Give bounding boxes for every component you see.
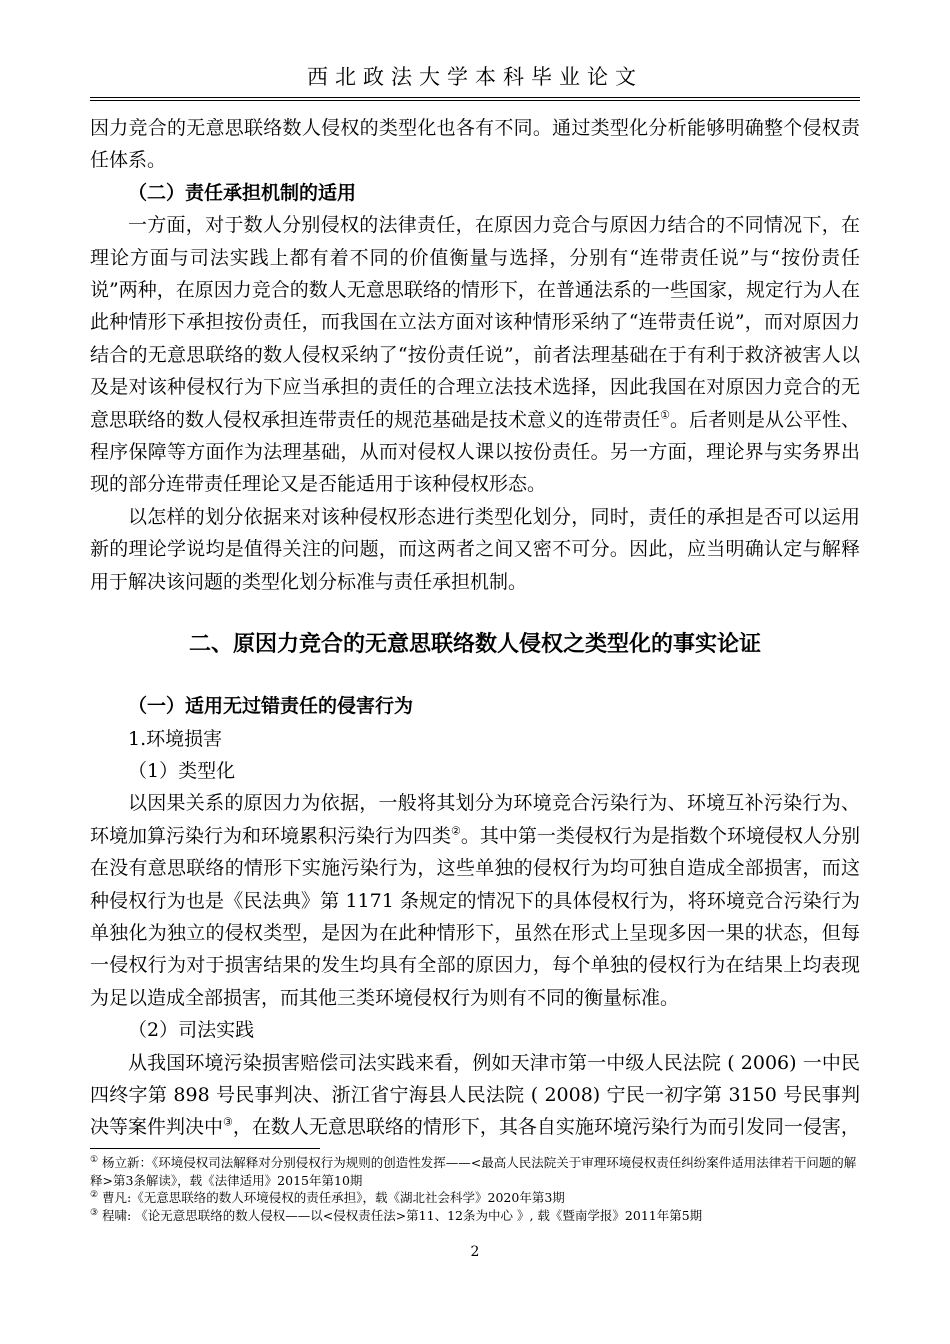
item-judicial-practice: （2）司法实践 — [128, 1019, 255, 1042]
footnote-ref-1[interactable]: ① — [660, 408, 670, 422]
paragraph-text: 一方面，对于数人分别侵权的法律责任，在原因力竞合与原因力结合的不同情况下，在理论方面与司法实践上都有着不同的价值衡量与选择，分别有“连带责任说”与“按份责任说”两种，在原因力竞合的数人无意思联络的情形下，在普通法系的一些国家，规定行为人在此种情形下承担按份责任，而我国在立法方面对该种情形采纳了“连带责任说”，而对原因力结合的无意思联络的数人侵权采纳了“按份责任说”，前者法理基础在于有利于救济被害人以及是对该种侵权行为下应当承担的责任的合理立法技术选择，因此我国在对原因力竞合的无意思联络的数人侵权承担连带责任的规范基础是技术意义的连带责任 — [90, 214, 860, 431]
footnote-text: 程啸: 《论无意思联络的数人侵权——以<侵权责任法>第11、12条为中心 》, 载《暨南学报》2011年第5期 — [98, 1207, 703, 1223]
paragraph-text: 从我国环境污染损害赔偿司法实践来看，例如天津市第一中级人民法院 ( 2006) 一中民四终字第 898 号民事判决、浙江省宁海县人民法院 ( 2008) 宁民一初字第 3150 号民事判决等案件判决中 — [90, 1051, 860, 1139]
footnote-mark: ② — [90, 1189, 99, 1200]
paragraph-continuation: 因力竞合的无意思联络数人侵权的类型化也各有不同。通过类型化分析能够明确整个侵权责任体系。 — [90, 117, 860, 172]
footnote-2 — [90, 1189, 860, 1207]
paragraph-classification: 以怎样的划分依据来对该种侵权形态进行类型化划分，同时，责任的承担是否可以运用新的理论学说均是值得关注的问题，而这两者之间又密不可分。因此，应当明确认定与解释用于解决该问题的类型化划分标准与责任承担机制。 — [90, 505, 860, 593]
item-typing: （1）类型化 — [128, 759, 236, 782]
footnote-3 — [90, 1207, 860, 1225]
footnotes — [90, 1154, 860, 1224]
footnote-ref-2[interactable]: ② — [451, 824, 461, 838]
paragraph-text: 。后者则是从公平性、程序保障等方面作为法理基础，从而对侵权人课以按份责任。另一方面，理论界与实务界出现的部分连带责任理论又是否能适用于该种侵权形态。 — [90, 408, 860, 496]
footnote-text: 曹凡:《无意思联络的数人环境侵权的责任承担》，载《湖北社会科学》2020年第3期 — [98, 1190, 565, 1205]
footnote-mark: ① — [90, 1154, 99, 1165]
section-heading-2: 二、原因力竞合的无意思联络数人侵权之类型化的事实论证 — [188, 631, 761, 658]
paragraph-responsibility — [90, 209, 860, 501]
paragraph-judicial-practice — [90, 1047, 860, 1144]
paragraph-text: ，在数人无意思联络的情形下，其各自实施环境污染行为而引发同一侵害， — [232, 1116, 860, 1139]
paragraph-typing — [90, 787, 860, 1014]
page-header-title: 西北政法大学本科毕业论文 — [307, 65, 643, 89]
paragraph-text: 以因果关系的原因力为依据，一般将其划分为环境竞合污染行为、环境互补污染行为、环境加算污染行为和环境累积污染行为四类 — [90, 792, 860, 847]
page-number: 2 — [470, 1244, 480, 1260]
footnote-text: 杨立新：《环境侵权司法解释对分别侵权行为规则的创造性发挥——<最高人民法院关于审理环境侵权责任纠纷案件适用法律若干问题的解释>第3条解读》，载《法律适用》2015年第10期 — [90, 1155, 857, 1188]
subheading-no-fault-liability: （一）适用无过错责任的侵害行为 — [128, 695, 414, 718]
main-body — [90, 112, 860, 1144]
item-environmental-damage: 1.环境损害 — [128, 727, 223, 750]
footnote-mark: ③ — [90, 1207, 99, 1218]
footnote-divider — [90, 1148, 320, 1149]
paragraph-text: 。其中第一类侵权行为是指数个环境侵权人分别在没有意思联络的情形下实施污染行为，这些单独的侵权行为均可独自造成全部损害，而这种侵权行为也是《民法典》第 1171 条规定的情况下的具体侵权行为，将环境竞合污染行为单独化为独立的侵权类型，是因为在此种情形下，虽然在形式上呈现多因一果的状态，但每一侵权行为对于损害结果的发生均具有全部的原因力，每个单独的侵权行为在结果上均表现为足以造成全部损害，而其他三类环境侵权行为则有不同的衡量标准。 — [90, 824, 860, 1009]
footnote-1 — [90, 1154, 860, 1189]
subheading-responsibility-mechanism: （二）责任承担机制的适用 — [128, 181, 357, 204]
header-divider — [90, 97, 860, 101]
footnote-ref-3[interactable]: ③ — [223, 1116, 233, 1130]
